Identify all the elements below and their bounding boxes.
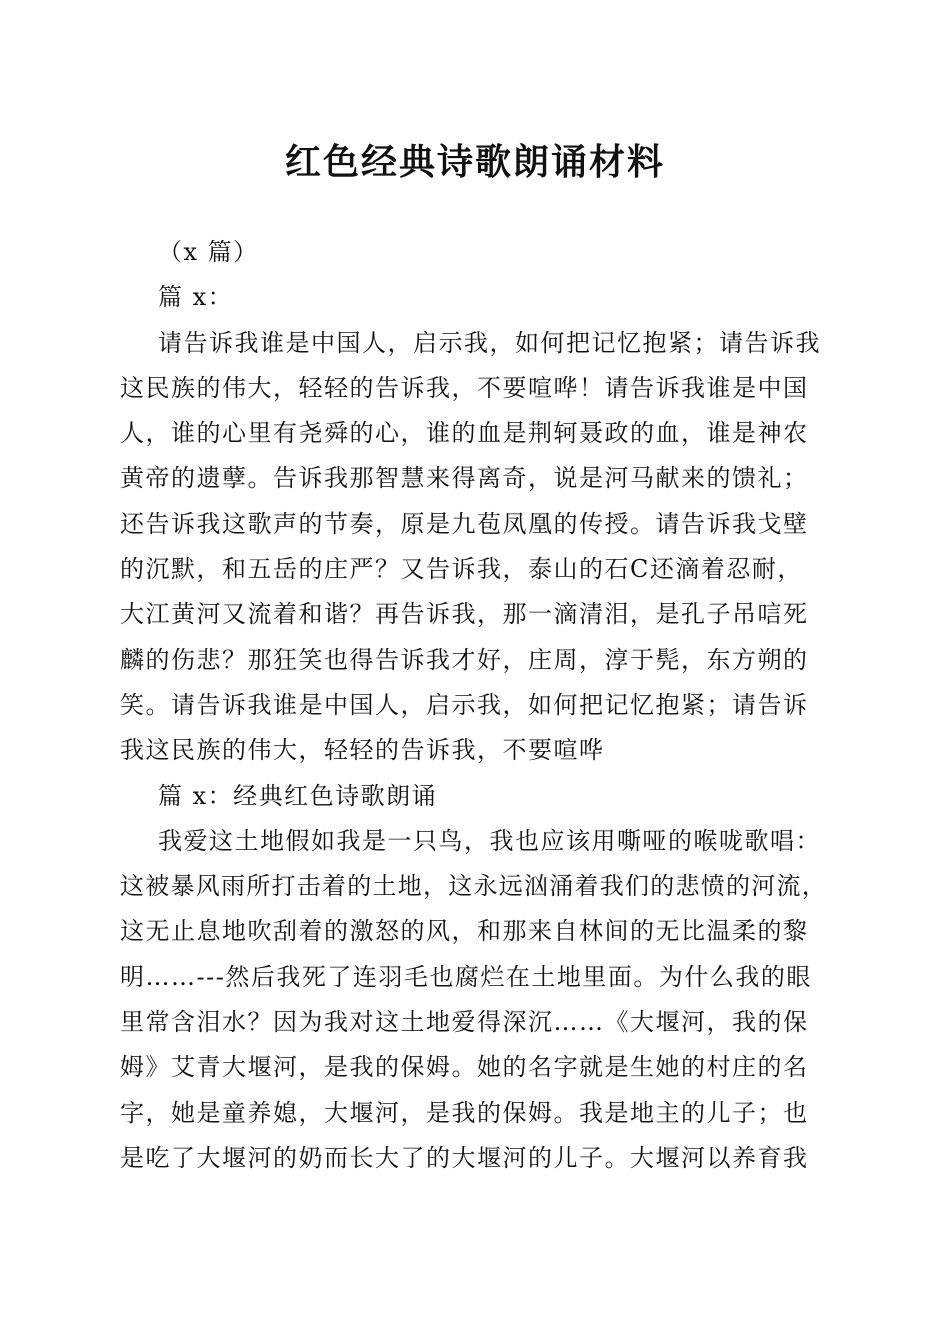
- document-body: [120, 230, 830, 1181]
- document-title: 红色经典诗歌朗诵材料: [284, 141, 665, 183]
- paragraph-line: 明……---然后我死了连羽毛也腐烂在土地里面。为什么我的眼: [120, 962, 812, 991]
- paragraph-line: 这无止息地吹刮着的激怒的风，和那来自林间的无比温柔的黎: [120, 917, 809, 946]
- paragraph-line: 字，她是童养媳，大堰河，是我的保姆。我是地主的儿子；也: [120, 1098, 809, 1127]
- paragraph-line: 麟的伤悲？那狂笑也得告诉我才好，庄周，淳于髡，东方朔的: [120, 645, 809, 674]
- paragraph-line: 人，谁的心里有尧舜的心，谁的血是荆轲聂政的血，谁是神农: [120, 419, 809, 448]
- paragraph-line: 还告诉我这歌声的节奏，原是九苞凤凰的传授。请告诉我戈壁: [120, 509, 809, 538]
- section-heading: 篇 x：: [158, 283, 234, 312]
- paragraph-line: 是吃了大堰河的奶而长大了的大堰河的儿子。大堰河以养育我: [120, 1143, 809, 1172]
- paragraph-line: 黄帝的遗孽。告诉我那智慧来得离奇，说是河马献来的馈礼；: [120, 464, 809, 493]
- paragraph-line: 请告诉我谁是中国人，启示我，如何把记忆抱紧；请告诉我: [158, 328, 821, 357]
- subtitle: （x 篇）: [158, 238, 259, 266]
- paragraph-line: 里常含泪水？因为我对这土地爱得深沉……《大堰河，我的保: [120, 1008, 809, 1037]
- paragraph-line: 大江黄河又流着和谐？再告诉我，那一滴清泪，是孔子吊唁死: [120, 600, 809, 629]
- paragraph-line: 姆》艾青大堰河，是我的保姆。她的名字就是生她的村庄的名: [120, 1053, 809, 1082]
- paragraph-line: 这民族的伟大，轻轻的告诉我，不要喧哗！请告诉我谁是中国: [120, 373, 809, 402]
- paragraph-line: 这被暴风雨所打击着的土地，这永远汹涌着我们的悲愤的河流，: [120, 872, 827, 901]
- paragraph-line: 我爱这土地假如我是一只鸟，我也应该用嘶哑的喉咙歌唱：: [158, 826, 821, 855]
- section-heading: 篇 x：经典红色诗歌朗诵: [158, 781, 438, 810]
- paragraph-line: 的沉默，和五岳的庄严？又告诉我，泰山的石C还滴着忍耐，: [120, 555, 803, 584]
- paragraph-line: 我这民族的伟大，轻轻的告诉我，不要喧哗: [120, 736, 605, 765]
- paragraph-line: 笑。请告诉我谁是中国人，启示我，如何把记忆抱紧；请告诉: [120, 690, 809, 719]
